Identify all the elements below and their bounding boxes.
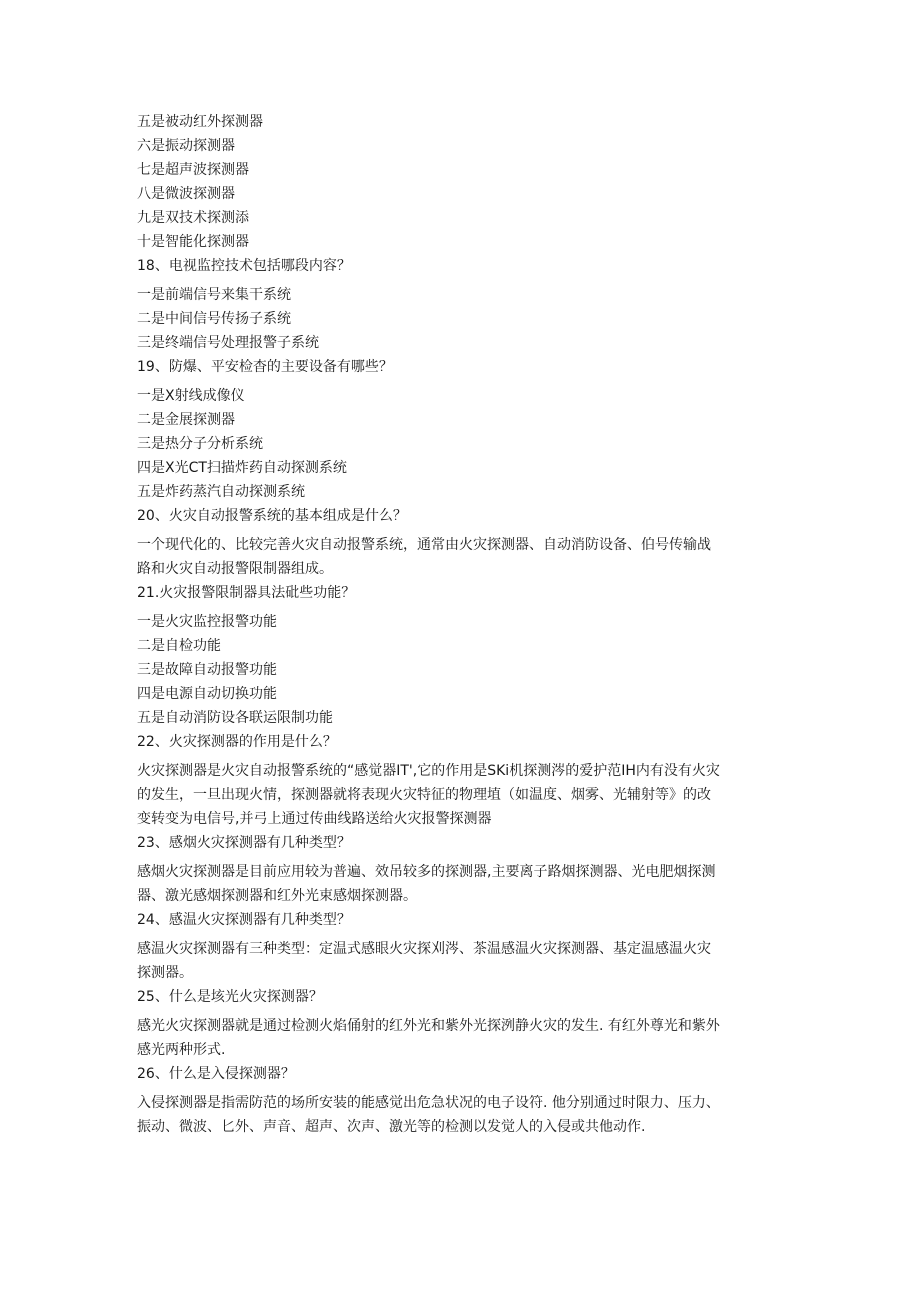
paragraph-line: 火灾探测器是火灾自动报警系统的“感觉器IT',它的作用是SKi机探测涔的爱护范IH内有没有火灾 bbox=[137, 763, 720, 779]
paragraph-line: 路和火灾自动报警限制器组成。 bbox=[137, 561, 333, 577]
list-item: 一是X射线成像仪 bbox=[137, 388, 245, 404]
list-item: 五是自动消防设各联运限制功能 bbox=[137, 710, 333, 726]
list-item: 五是被动红外探测器 bbox=[137, 114, 263, 130]
list-item: 一是前端信号来集干系统 bbox=[137, 287, 291, 303]
list-item: 二是中间信号传扬子系统 bbox=[137, 311, 291, 327]
list-item: 六是振动探测器 bbox=[137, 138, 235, 154]
list-item: 九是双技术探测添 bbox=[137, 210, 249, 226]
list-item: 十是智能化探测器 bbox=[137, 234, 249, 250]
list-item: 八是微波探测器 bbox=[137, 186, 235, 202]
section-26 bbox=[137, 1062, 787, 1139]
list-item: 三是终端信号处理报警子系统 bbox=[137, 335, 319, 351]
paragraph-line: 变转变为电信号,并弓上通过传曲线路送给火灾报警探测器 bbox=[137, 811, 492, 827]
list-item: 四是电源自动切换功能 bbox=[137, 686, 277, 702]
question-heading: 26、什么是入侵探测器？ bbox=[137, 1066, 295, 1082]
list-item: 三是热分子分析系统 bbox=[137, 436, 263, 452]
section-24 bbox=[137, 908, 787, 985]
question-heading: 22、火灾探测器的作用是什么？ bbox=[137, 734, 337, 750]
list-item: 二是自检功能 bbox=[137, 638, 221, 654]
section-20 bbox=[137, 504, 787, 581]
section-23 bbox=[137, 831, 787, 908]
question-heading: 21.火灾报警限制器具法砒些功能？ bbox=[137, 585, 356, 601]
question-heading: 23、感烟火灾探测器有几种类型？ bbox=[137, 835, 351, 851]
question-heading: 25、什么是垓光火灾探测器？ bbox=[137, 989, 323, 1005]
paragraph-line: 感烟火灾探测器是目前应用较为普遍、效吊较多的探测器,主要离子路烟探测器、光电肥烟探测 bbox=[137, 864, 716, 880]
question-heading: 24、感温火灾探测器有几种类型？ bbox=[137, 912, 351, 928]
paragraph-line: 一个现代化的、比较完善火灾自动报警系统，通常由火灾探测器、自动消防设备、伯号传输战 bbox=[137, 537, 711, 553]
question-heading: 19、防爆、平安检杳的主要设备有哪些？ bbox=[137, 359, 393, 375]
section-18 bbox=[137, 254, 787, 355]
paragraph-line: 感光火灾探测器就是通过检测火焰俑射的红外光和紫外光探洌静火灾的发生. 有红外尊光和紫外 bbox=[137, 1018, 720, 1034]
list-item: 二是金展探测器 bbox=[137, 412, 235, 428]
section-25 bbox=[137, 985, 787, 1062]
paragraph-line: 感光两种形式. bbox=[137, 1042, 226, 1058]
question-heading: 18、电视监控技术包括哪段内容？ bbox=[137, 258, 351, 274]
section-19 bbox=[137, 355, 787, 504]
paragraph-line: 的发生，一旦出现火情，探测器就将表现火灾特征的物理埴（如温度、烟雾、光辅射等》的改 bbox=[137, 787, 711, 803]
section-22 bbox=[137, 730, 787, 831]
paragraph-line: 探测器。 bbox=[137, 965, 193, 981]
paragraph-line: 感温火灾探测器有三种类型：定温式感眼火灾探刈涔、茶温感温火灾探测器、基定温感温火灾 bbox=[137, 941, 711, 957]
question-heading: 20、火灾自动报警系统的基本组成是什么？ bbox=[137, 508, 407, 524]
list-item: 七是超声波探测器 bbox=[137, 162, 249, 178]
list-item: 四是X光CT扫描炸药自动探测系统 bbox=[137, 460, 347, 476]
document-page bbox=[137, 110, 787, 1139]
list-item: 五是炸药蒸汽自动探测系统 bbox=[137, 484, 305, 500]
paragraph-line: 振动、微波、匕外、声音、超声、次声、激光等的检测以发觉人的入侵或共他动作. bbox=[137, 1119, 646, 1135]
list-item: 一是火灾监控报警功能 bbox=[137, 614, 277, 630]
intro-list bbox=[137, 110, 787, 254]
paragraph-line: 入侵探测器是指需防范的场所安装的能感觉出危急状况的电子设符. 他分别通过时限力、压力、 bbox=[137, 1095, 720, 1111]
list-item: 三是故障自动报警功能 bbox=[137, 662, 277, 678]
section-21 bbox=[137, 581, 787, 730]
paragraph-line: 器、激光感烟探测器和红外光束感烟探测器。 bbox=[137, 888, 417, 904]
